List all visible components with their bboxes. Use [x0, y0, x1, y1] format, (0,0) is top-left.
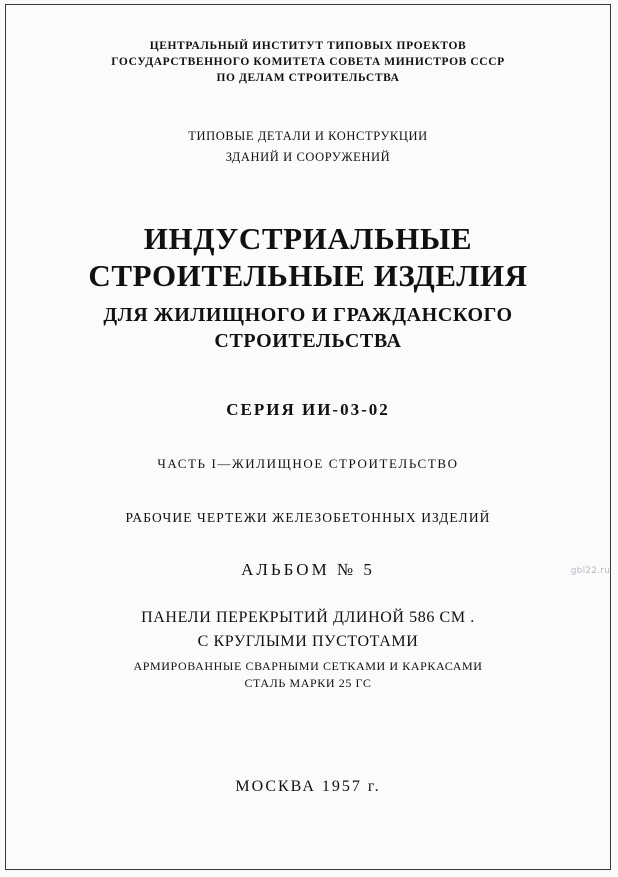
product-line-1: ПАНЕЛИ ПЕРЕКРЫТИЙ ДЛИНОЙ 586 СМ . — [141, 609, 475, 626]
product-description — [35, 606, 581, 654]
subheading-line-2: ЗДАНИЙ И СООРУЖЕНИЙ — [225, 150, 391, 164]
main-subtitle — [35, 302, 581, 354]
main-title-line-1: ИНДУСТРИАЛЬНЫЕ — [143, 221, 473, 256]
series-number: СЕРИЯ ИИ-03-02 — [226, 400, 390, 419]
main-subtitle-line-1: ДЛЯ ЖИЛИЩНОГО И ГРАЖДАНСКОГО — [103, 304, 513, 326]
main-title-line-2: СТРОИТЕЛЬНЫЕ ИЗДЕЛИЯ — [88, 258, 528, 293]
main-subtitle-line-2: СТРОИТЕЛЬСТВА — [214, 330, 402, 352]
publisher-line-2: ГОСУДАРСТВЕННОГО КОМИТЕТА СОВЕТА МИНИСТРОВ СССР — [111, 56, 505, 68]
publisher-line-1: ЦЕНТРАЛЬНЫЙ ИНСТИТУТ ТИПОВЫХ ПРОЕКТОВ — [149, 40, 467, 52]
product-details-line-2: СТАЛЬ МАРКИ 25 ГС — [244, 676, 372, 690]
product-line-2: С КРУГЛЫМИ ПУСТОТАМИ — [197, 633, 419, 650]
product-details-line-1: АРМИРОВАННЫЕ СВАРНЫМИ СЕТКАМИ И КАРКАСАМИ — [133, 659, 483, 673]
product-details — [35, 658, 581, 692]
publisher-line-3: ПО ДЕЛАМ СТРОИТЕЛЬСТВА — [216, 72, 400, 84]
title-page-content — [5, 4, 611, 870]
city-year: МОСКВА 1957 г. — [235, 778, 381, 795]
main-title — [35, 220, 581, 294]
watermark: gbl22.ru — [570, 566, 610, 576]
album-number: АЛЬБОМ № 5 — [241, 560, 375, 579]
working-drawings-label: РАБОЧИЕ ЧЕРТЕЖИ ЖЕЛЕЗОБЕТОННЫХ ИЗДЕЛИЙ — [125, 510, 491, 525]
part-label: ЧАСТЬ I—ЖИЛИЩНОЕ СТРОИТЕЛЬСТВО — [157, 456, 459, 471]
series-subheading — [35, 126, 581, 168]
publisher-block — [35, 38, 581, 86]
subheading-line-1: ТИПОВЫЕ ДЕТАЛИ И КОНСТРУКЦИИ — [188, 129, 428, 143]
